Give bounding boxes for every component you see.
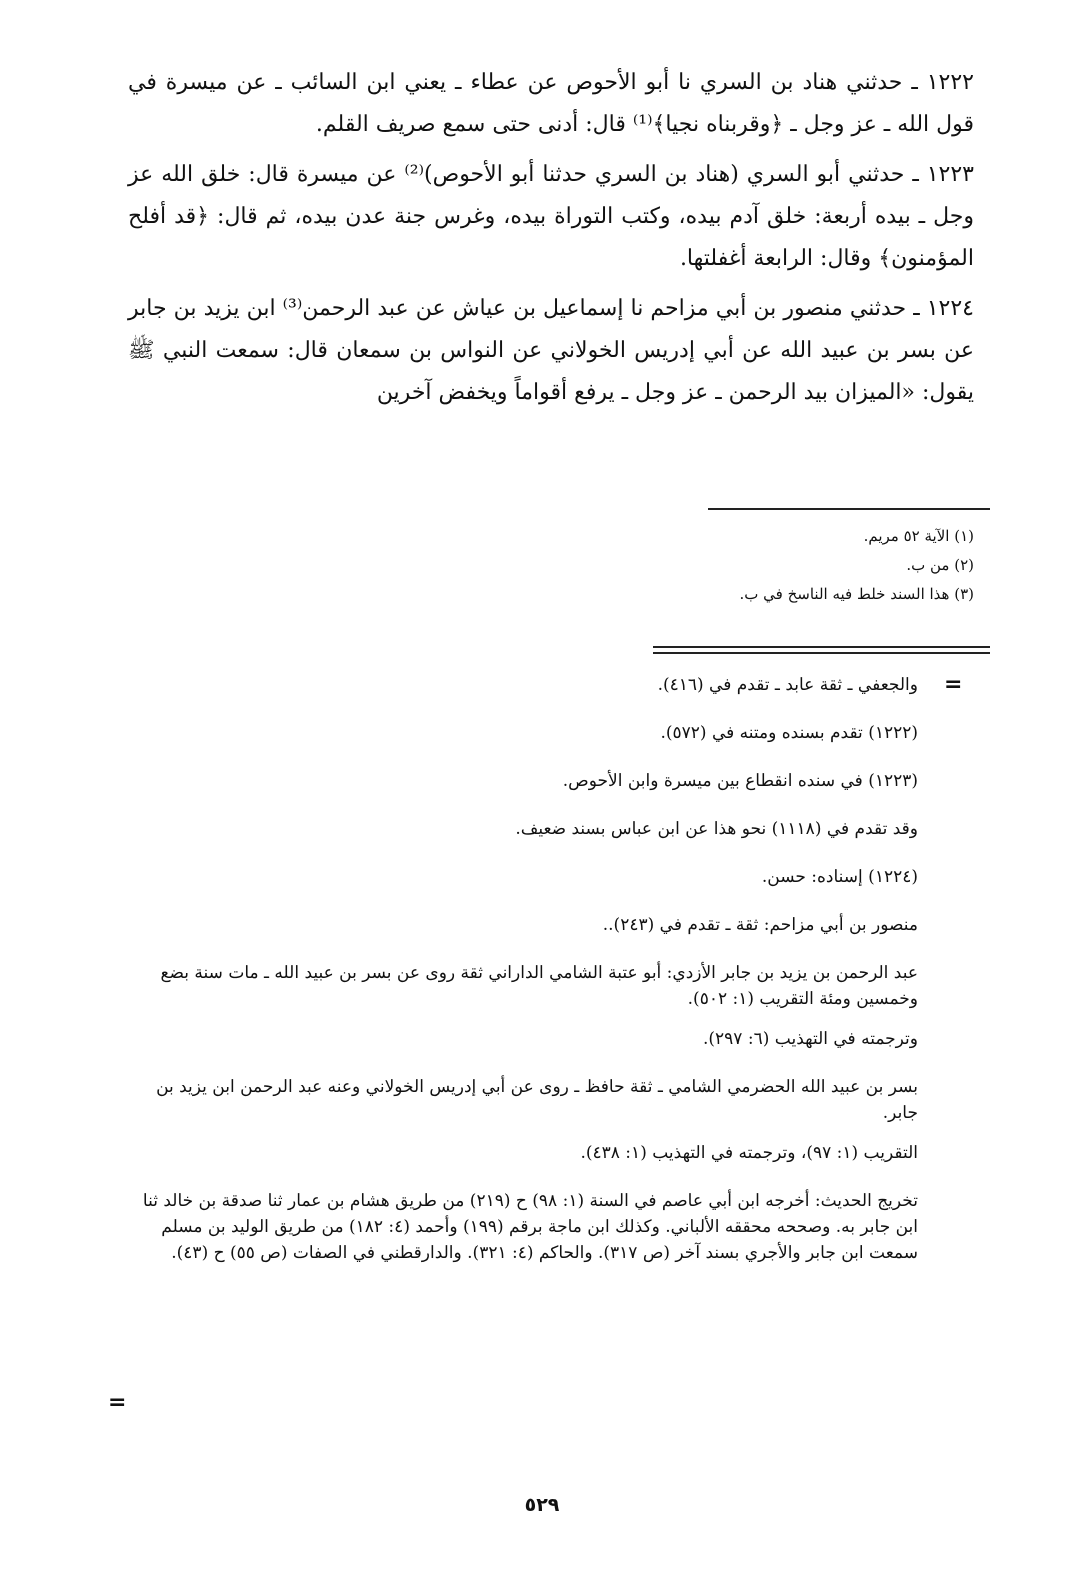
commentary-line: بسر بن عبيد الله الحضرمي الشامي ـ ثقة حافظ ـ روى عن أبي إدريس الخولاني وعنه عبد الرحمن ابن يزيد بن جابر. [156, 1077, 918, 1123]
commentary-takhrij: تخريج الحديث: أخرجه ابن أبي عاصم في السنة (١: ٩٨) ح (٢١٩) من طريق هشام بن عمار ثنا صدقة بن خالد ثنا ابن جابر به. وصححه محققه الألباني. وكذلك ابن ماجة برقم (١٩٩) وأحمد (٤: ١٨٢) من طريق الوليد بن مسلم سمعت ابن جابر والأجري بسند آخر (ص ٣١٧). والحاكم (٤: ٣٢١). والدارقطني في الصفات (ص ٥٥) ح (٤٣). [142, 1191, 918, 1263]
commentary [120, 672, 976, 1288]
commentary-line: والجعفي ـ ثقة عابد ـ تقدم في (٤١٦). [657, 675, 918, 695]
footnote-2: (٢) من ب. [906, 556, 974, 574]
hadith-1223: ١٢٢٣ ـ حدثني أبو السري (هناد بن السري حدثنا أبو الأحوص)⁽²⁾ عن ميسرة قال: خلق الله عز وجل ـ بيده أربعة: خلق آدم بيده، وكتب التوراة بيده، وغرس جنة عدن بيده، ثم قال: ﴿قد أفلح المؤمنون﴾ وقال: الرابعة أغفلتها. [128, 162, 974, 271]
continuation-mark-bottom: = [108, 1390, 127, 1415]
continuation-mark-top: = [944, 672, 963, 697]
footnote-1: (١) الآية ٥٢ مريم. [863, 527, 974, 545]
footnote-3: (٣) هذا السند خلط فيه الناسخ في ب. [739, 585, 974, 603]
footnotes [500, 522, 974, 609]
commentary-divider [653, 646, 990, 654]
hadith-1222: ١٢٢٢ ـ حدثني هناد بن السري نا أبو الأحوص عن عطاء ـ يعني ابن السائب ـ عن ميسرة في قول الله ـ عز وجل ـ ﴿وقربناه نجيا﴾⁽¹⁾ قال: أدنى حتى سمع صريف القلم. [128, 70, 974, 137]
commentary-line: عبد الرحمن بن يزيد بن جابر الأزدي: أبو عتبة الشامي الداراني ثقة روى عن بسر بن عبيد الله ـ مات سنة بضع وخمسين ومئة التقريب (١: ٥٠٢). [160, 963, 918, 1009]
hadith-1224: ١٢٢٤ ـ حدثني منصور بن أبي مزاحم نا إسماعيل بن عياش عن عبد الرحمن⁽³⁾ ابن يزيد بن جابر عن بسر بن عبيد الله عن أبي إدريس الخولاني عن النواس بن سمعان قال: سمعت النبي ﷺ يقول: «الميزان بيد الرحمن ـ عز وجل ـ يرفع أقواماً ويخفض آخرين [128, 296, 974, 405]
commentary-line: وترجمته في التهذيب (٦: ٢٩٧). [703, 1029, 918, 1049]
main-hadith-text [128, 62, 974, 422]
commentary-line: منصور بن أبي مزاحم: ثقة ـ تقدم في (٢٤٣).. [602, 915, 918, 935]
commentary-line: (١٢٢٢) تقدم بسنده ومتنه في (٥٧٢). [660, 723, 918, 743]
page-number: ٥٢٩ [524, 1494, 560, 1516]
commentary-line: وقد تقدم في (١١١٨) نحو هذا عن ابن عباس بسند ضعيف. [515, 819, 918, 839]
commentary-line: التقريب (١: ٩٧)، وترجمته في التهذيب (١: ٤٣٨). [580, 1143, 918, 1163]
footnote-divider [708, 508, 990, 510]
commentary-line: (١٢٢٣) في سنده انقطاع بين ميسرة وابن الأحوص. [562, 771, 918, 791]
commentary-line: (١٢٢٤) إسناده: حسن. [761, 867, 918, 887]
